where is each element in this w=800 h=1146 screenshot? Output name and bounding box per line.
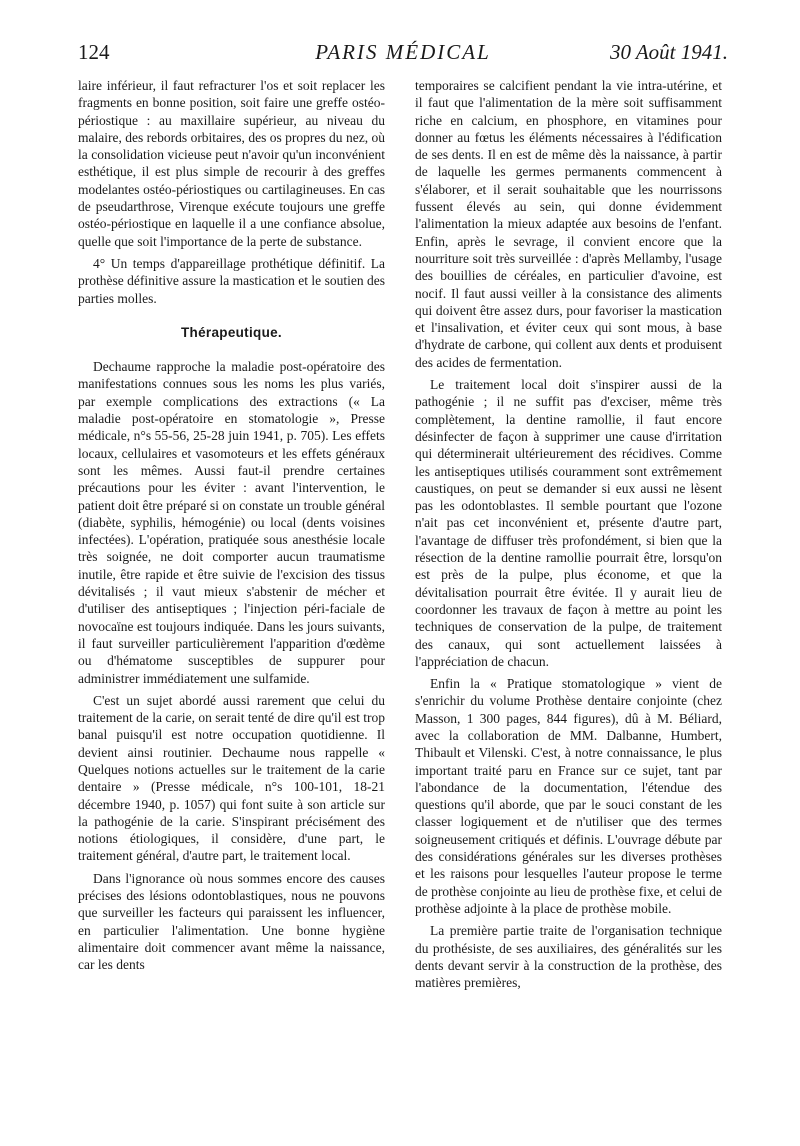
issue-date: 30 Août 1941. (609, 40, 728, 64)
paragraph: Dechaume rapproche la maladie post-opératoire des manifestations connues sous les noms les plus variés, par exemple complications des extractions (« La maladie post-opératoire en stomatologie », Presse médicale, n°s 55-56, 25-28 juin 1941, p. 705). Les effets locaux, cellulaires et vasomoteurs et les effets généraux sont les mêmes. Aussi faut-il prendre certaines précautions pour les éviter : avant l'intervention, le patient doit être préparé si on constate un trouble général (diabète, syphilis, hémogénie) ou local (dents voisines infectées). L'opération, pratiquée sous anesthésie locale très soignée, ne doit comporter aucun traumatisme inutile, être rapide et être suivie de l'excision des tissus dévitalisés ; il vaut mieux s'abstenir de mécher et d'utiliser des antiseptiques ; l'injection péri-faciale de novocaïne est toujours indiquée. Dans les jours suivants, il faut surveiller particulièrement l'apparition d'œdème ou d'hématome susceptibles de suppurer pour administrer immédiatement une sulfamide. (78, 359, 386, 686)
right-column (415, 77, 722, 996)
left-column (78, 77, 385, 979)
paragraph: Dans l'ignorance où nous sommes encore des causes précises des lésions odontoblastiques, nous ne pouvons que surveiller les facteurs qui paraissent les influencer, en particulier l'alimentation. Une bonne hygiène alimentaire doit commencer avant même la naissance, car les dents (78, 870, 385, 973)
page-header (78, 40, 728, 74)
paragraph: 4° Un temps d'appareillage prothétique définitif. La prothèse définitive assure la mastication et le soutien des parties molles. (78, 255, 385, 306)
paragraph: C'est un sujet abordé aussi rarement que celui du traitement de la carie, on serait tenté de dire qu'il est trop banal puisqu'il est notre occupation quotidienne. Il devient ainsi routinier. Dechaume nous rappelle « Quelques notions actuelles sur le traitement de la carie dentaire » (Presse médicale, n°s 100-101, 18-21 décembre 1940, p. 1057) qui font suite à son article sur la pathogénie de la carie. S'inspirant précisément des notions étiologiques, il considère, d'une part, le traitement général, d'autre part, le traitement local. (78, 692, 385, 864)
running-title: PARIS MÉDICAL (315, 40, 491, 64)
page-number: 124 (78, 40, 110, 64)
paragraph: La première partie traite de l'organisation technique du prothésiste, de ses auxiliaires, des généralités sur les dents devant servir à la construction de la prothèse, des matières premières, (415, 923, 722, 991)
paragraph: laire inférieur, il faut refracturer l'os et soit replacer les fragments en bonne position, soit faire une greffe ostéo-périostique : au maxillaire supérieur, au niveau du malaire, des rebords orbitaires, des os propres du nez, où la consolidation vicieuse peut n'avoir qu'un inconvénient esthétique, il est plus simple de recourir à des greffes modelantes ostéo-périostiques ou cartilagineuses. En cas de pseudarthrose, Virenque exécute toujours une greffe ostéo-périostique en laquelle il a une confiance absolue, quelle que soit l'importance de la perte de substance. (78, 78, 385, 249)
paragraph: Le traitement local doit s'inspirer aussi de la pathogénie ; il ne suffit pas d'exciser, même très complètement, la dentine ramollie, il faut encore désinfecter de façon à supprimer une cause d'irritation qui déterminerait ultérieurement des récidives. Comme les antiseptiques utilisés couramment sont extrêmement caustiques, on peut se demander si eux aussi ne lèsent pas les odontoblastes. Il semble pourtant que l'ozone n'ait pas cet inconvénient et, présente d'autre part, l'avantage de diffuser très profondément, si bien que la résection de la dentine ramollie pourrait être, lorsqu'on est près de la pulpe, plus économe, et que la dévitalisation pourrait être évitée. Il y aurait lieu de coordonner les travaux de façon à mettre au point les techniques de conservation de la pulpe, de traitement des canaux, qui sont actuellement laissées à l'appréciation de chacun. (415, 377, 722, 669)
paragraph: Enfin la « Pratique stomatologique » vient de s'enrichir du volume Prothèse dentaire conjointe (chez Masson, 1 300 pages, 844 figures), dû à M. Béliard, avec la collaboration de MM. Dalbanne, Humbert, Thibault et Vilenski. C'est, à notre connaissance, le plus important traité paru en France sur ce sujet, tant par l'abondance de la documentation, l'étendue des questions qu'il aborde, que par le souci constant de les classer logiquement et de n'utiliser que des termes soigneusement critiqués et définis. L'ouvrage débute par des considérations générales sur les diverses prothèses et les raisons pour lesquelles l'auteur propose le terme de prothèse conjointe au lieu de prothèse fixe, et celui de prothèse adjointe à la place de prothèse mobile. (415, 676, 723, 916)
paragraph: temporaires se calcifient pendant la vie intra-utérine, et il faut que l'alimentation de la mère soit suffisamment riche en calcium, en phosphore, en vitamines pour donner au fœtus les éléments nécessaires à l'édification de ses dents. Il en est de même dès la naissance, à partir de laquelle les germes permanents commencent à s'élaborer, et il serait souhaitable que les nourrissons fussent élevés au sein, qui donne évidemment l'alimentation la mieux adaptée aux besoins de l'enfant. Enfin, après le sevrage, il convient encore que la nourriture soit très surveillée : d'après Mellamby, l'usage des bouillies de céréales, en particulier d'avoine, est nocif. Il faut aussi veiller à la consistance des aliments qui doivent être assez durs, pour favoriser la mastication et l'insalivation, et éviter ceux qui sont mous, à base d'hydrate de carbone, qui collent aux dents et produisent des acides de fermentation. (415, 78, 722, 370)
section-heading: Thérapeutique. (181, 324, 282, 340)
